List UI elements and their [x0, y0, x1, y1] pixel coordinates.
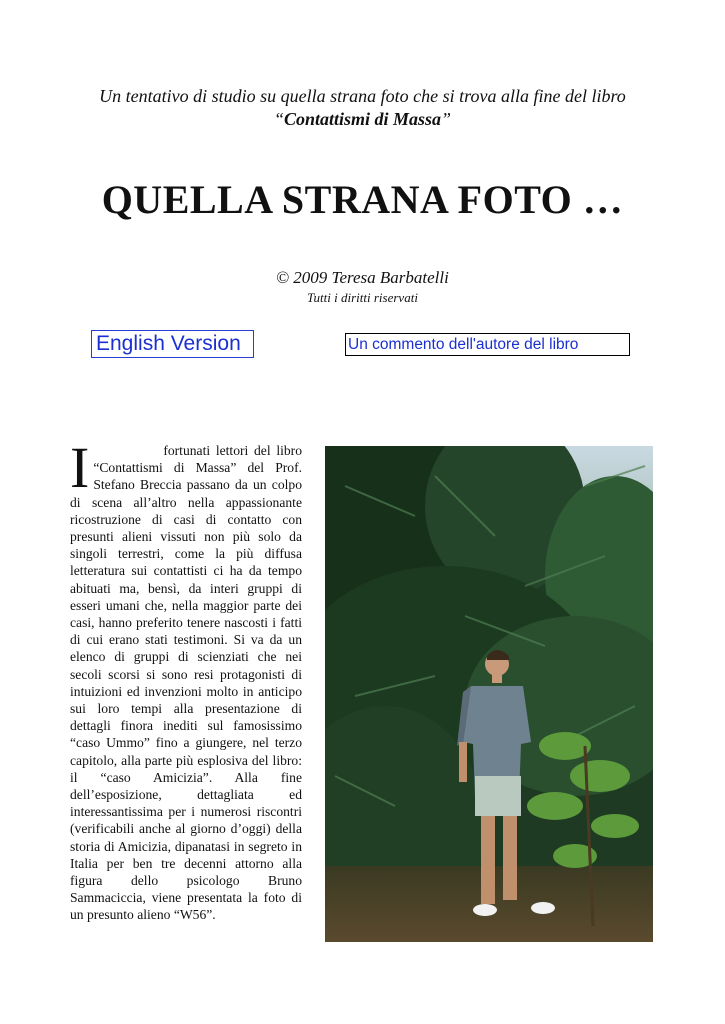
- drop-cap: I: [70, 435, 90, 500]
- book-title: Contattismi di Massa: [283, 109, 442, 129]
- article-text: fortunati lettori del libro “Contattismi di Massa” del Prof. Stefano Breccia passano da un colpo di scena all’altro nella appassionante ricostruzione di casi di contatto con presunti alieni vissuti non più solo da singoli terrestri, come la più diffusa letteratura sui contattisti ci ha da tempo abituati ma, bensì, da interi gruppi di esseri umani che, nella maggior parte dei casi, hanno preferito tenere nascosti i fatti di cui erano stati testimoni. Si va da un elenco di gruppi di scienziati che nei secoli scorsi si sono resi protagonisti di intuizioni ed invenzioni molto in anticipo sui loro tempi alla presentazione di dettagli finora inediti sul famosissimo “caso Ummo” fino a giungere, nel terzo capitolo, alla parte più esplosiva del libro: il “caso Amicizia”. Alla fine dell’esposizione, dettagliata ed interessantissima per i numerosi riscontri (verificabili anche al giorno d’oggi) della storia di Amicizia, dipanatasi in segreto in Italia per ben tre decenni attorno alla figura dello psicologo Bruno Sammaciccia, viene presentata la foto di un presunto alieno “W56”.: [70, 443, 302, 923]
- author-comment-link[interactable]: Un commento dell'autore del libro: [345, 333, 630, 356]
- photo-man-in-garden: [325, 446, 653, 942]
- quote-close: ”: [441, 109, 452, 129]
- article-body: [70, 435, 302, 924]
- intro-text: [40, 85, 685, 131]
- intro-line: Un tentativo di studio su quella strana foto che si trova alla fine del libro: [99, 86, 626, 106]
- intro-book-line: [40, 108, 685, 131]
- english-version-link[interactable]: English Version: [91, 330, 254, 358]
- page-title: QUELLA STRANA FOTO …: [101, 177, 624, 222]
- photo-image: [325, 446, 653, 942]
- rights-notice: Tutti i diritti riservati: [307, 290, 418, 305]
- copyright: © 2009 Teresa Barbatelli: [276, 268, 449, 287]
- quote-open: “: [273, 109, 284, 129]
